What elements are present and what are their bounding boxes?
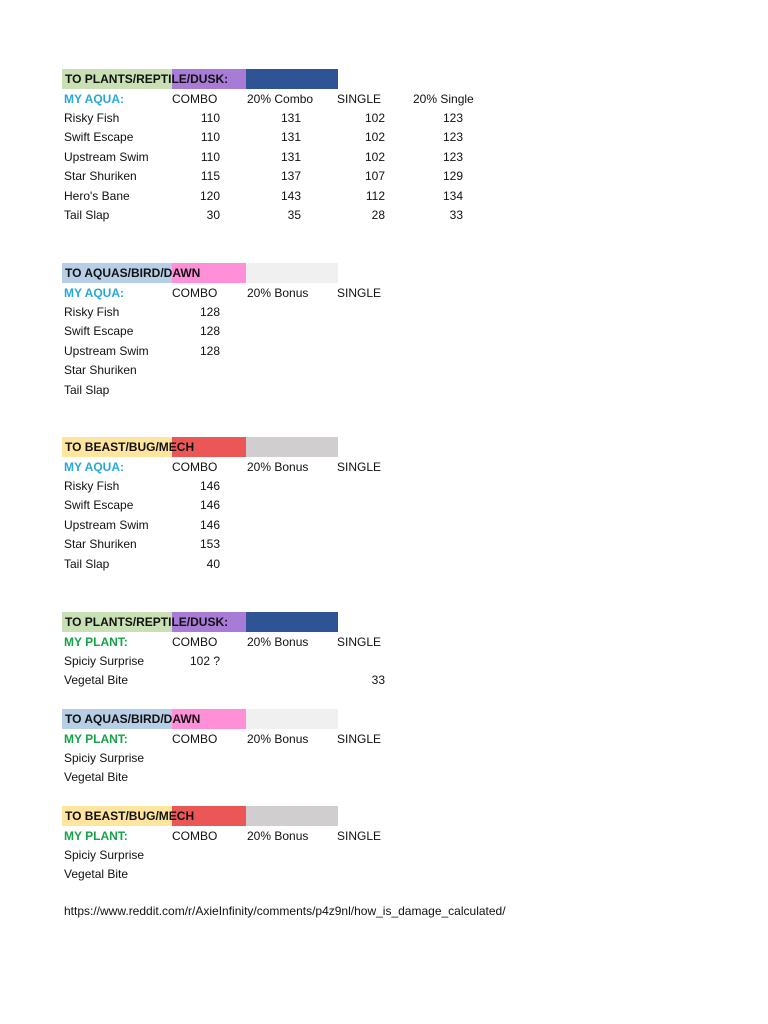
column-headers <box>62 457 482 477</box>
card-name: Spiciy Surprise <box>64 750 145 765</box>
card-name: Spiciy Surprise <box>64 653 145 668</box>
col-combo: COMBO <box>172 460 218 474</box>
table-row <box>62 535 482 555</box>
col-20-bonus: 20% Bonus <box>247 286 309 300</box>
single-value: 112 <box>365 188 385 203</box>
column-headers <box>62 826 482 846</box>
my-class-label: MY AQUA: <box>64 92 124 106</box>
single-value: 28 <box>371 208 385 222</box>
table-row <box>62 167 482 187</box>
single-20-value: 123 <box>442 130 463 144</box>
my-class-label: MY PLANT: <box>64 829 128 843</box>
table-header <box>62 612 482 632</box>
col-single: SINGLE <box>337 635 382 649</box>
table-header <box>62 69 482 89</box>
table-header <box>62 709 482 729</box>
column-headers <box>62 729 482 749</box>
table-title: TO PLANTS/REPTILE/DUSK: <box>65 72 229 86</box>
single-20-value: 123 <box>442 110 463 125</box>
col-20-single: 20% Single <box>413 92 474 106</box>
dawn-color-band <box>246 263 338 283</box>
single-20-value: 33 <box>449 208 463 222</box>
col-combo: COMBO <box>172 635 218 649</box>
column-headers <box>62 283 482 303</box>
combo-value: 40 <box>206 556 220 571</box>
col-combo: COMBO <box>172 829 218 843</box>
col-20-bonus: 20% Bonus <box>247 635 309 649</box>
single-value: 102 <box>364 149 385 164</box>
dawn-color-band <box>246 709 338 729</box>
col-single: SINGLE <box>337 460 382 474</box>
table-row <box>62 206 482 226</box>
combo-20-value: 131 <box>280 130 301 144</box>
dusk-color-band <box>246 612 338 632</box>
card-name: Risky Fish <box>64 304 120 319</box>
dusk-color-band <box>246 69 338 89</box>
source-link[interactable]: https://www.reddit.com/r/AxieInfinity/comments/p4z9nl/how_is_damage_calculated/ <box>64 904 506 918</box>
table-row <box>62 303 482 323</box>
table-row <box>62 516 482 536</box>
card-name: Tail Slap <box>64 556 110 571</box>
table-row <box>62 148 482 168</box>
combo-20-value: 131 <box>280 149 301 164</box>
table-row <box>62 749 482 769</box>
table-title: TO BEAST/BUG/MECH <box>65 809 195 823</box>
card-name: Upstream Swim <box>64 517 149 532</box>
damage-table-plant-vs-aqua <box>62 709 482 788</box>
table-row <box>62 342 482 362</box>
table-title: TO AQUAS/BIRD/DAWN <box>65 266 201 280</box>
damage-table-plant-vs-beast <box>62 806 482 885</box>
table-row <box>62 477 482 497</box>
combo-value: 102 ? <box>189 653 220 668</box>
card-name: Hero's Bane <box>64 188 130 203</box>
damage-table-aqua-vs-aqua <box>62 263 482 400</box>
combo-value: 110 <box>200 130 220 144</box>
table-row <box>62 109 482 129</box>
single-20-value: 129 <box>442 169 463 183</box>
combo-value: 146 <box>199 498 220 512</box>
card-name: Upstream Swim <box>64 343 149 358</box>
table-row <box>62 846 482 866</box>
combo-value: 146 <box>199 478 220 493</box>
combo-value: 153 <box>199 537 220 551</box>
combo-value: 146 <box>199 517 220 532</box>
col-single: SINGLE <box>337 829 382 843</box>
single-20-value: 134 <box>442 188 463 203</box>
col-20-bonus: 20% Bonus <box>247 829 309 843</box>
mech-color-band <box>246 806 338 826</box>
combo-value: 128 <box>199 304 220 319</box>
col-combo: COMBO <box>172 286 218 300</box>
table-header <box>62 437 482 457</box>
table-title: TO BEAST/BUG/MECH <box>65 440 195 454</box>
card-name: Risky Fish <box>64 110 120 125</box>
table-row <box>62 361 482 381</box>
card-name: Risky Fish <box>64 478 120 493</box>
table-header <box>62 806 482 826</box>
col-single: SINGLE <box>337 92 382 106</box>
card-name: Swift Escape <box>64 498 134 512</box>
table-row <box>62 768 482 788</box>
table-row <box>62 128 482 148</box>
table-row <box>62 496 482 516</box>
table-row <box>62 652 482 672</box>
single-value: 102 <box>364 110 385 125</box>
combo-value: 110 <box>200 149 220 164</box>
card-name: Star Shuriken <box>64 169 137 183</box>
table-row <box>62 187 482 207</box>
single-value: 33 <box>371 673 385 687</box>
damage-table-aqua-vs-beast <box>62 437 482 574</box>
damage-table-aqua-vs-plant <box>62 69 482 226</box>
table-header <box>62 263 482 283</box>
combo-value: 120 <box>199 188 220 203</box>
card-name: Star Shuriken <box>64 537 137 551</box>
card-name: Swift Escape <box>64 130 134 144</box>
my-class-label: MY PLANT: <box>64 635 128 649</box>
column-headers <box>62 89 482 109</box>
card-name: Upstream Swim <box>64 149 149 164</box>
table-row <box>62 322 482 342</box>
card-name: Tail Slap <box>64 382 110 397</box>
single-value: 107 <box>364 169 385 183</box>
combo-value: 128 <box>199 324 220 338</box>
my-class-label: MY AQUA: <box>64 286 124 300</box>
col-20-bonus: 20% Bonus <box>247 460 309 474</box>
card-name: Swift Escape <box>64 324 134 338</box>
col-20-bonus: 20% Bonus <box>247 732 309 746</box>
combo-value: 128 <box>199 343 220 358</box>
combo-20-value: 137 <box>280 169 301 183</box>
my-class-label: MY PLANT: <box>64 732 128 746</box>
table-row <box>62 381 482 401</box>
my-class-label: MY AQUA: <box>64 460 124 474</box>
damage-table-plant-vs-plant <box>62 612 482 691</box>
combo-value: 115 <box>200 169 220 183</box>
single-20-value: 123 <box>442 149 463 164</box>
combo-20-value: 131 <box>280 110 301 125</box>
single-value: 102 <box>364 130 385 144</box>
col-20-combo: 20% Combo <box>247 92 314 106</box>
combo-20-value: 143 <box>280 188 301 203</box>
combo-20-value: 35 <box>287 208 301 222</box>
card-name: Tail Slap <box>64 208 110 222</box>
table-title: TO PLANTS/REPTILE/DUSK: <box>65 615 229 629</box>
col-single: SINGLE <box>337 286 382 300</box>
column-headers <box>62 632 482 652</box>
card-name: Vegetal Bite <box>64 673 129 687</box>
table-row <box>62 555 482 575</box>
table-row <box>62 865 482 885</box>
card-name: Spiciy Surprise <box>64 847 145 862</box>
card-name: Star Shuriken <box>64 363 137 377</box>
mech-color-band <box>246 437 338 457</box>
col-single: SINGLE <box>337 732 382 746</box>
combo-value: 110 <box>200 110 220 125</box>
col-combo: COMBO <box>172 732 218 746</box>
card-name: Vegetal Bite <box>64 770 129 784</box>
card-name: Vegetal Bite <box>64 867 129 881</box>
col-combo: COMBO <box>172 92 218 106</box>
combo-value: 30 <box>206 208 220 222</box>
table-row <box>62 671 482 691</box>
table-title: TO AQUAS/BIRD/DAWN <box>65 712 201 726</box>
